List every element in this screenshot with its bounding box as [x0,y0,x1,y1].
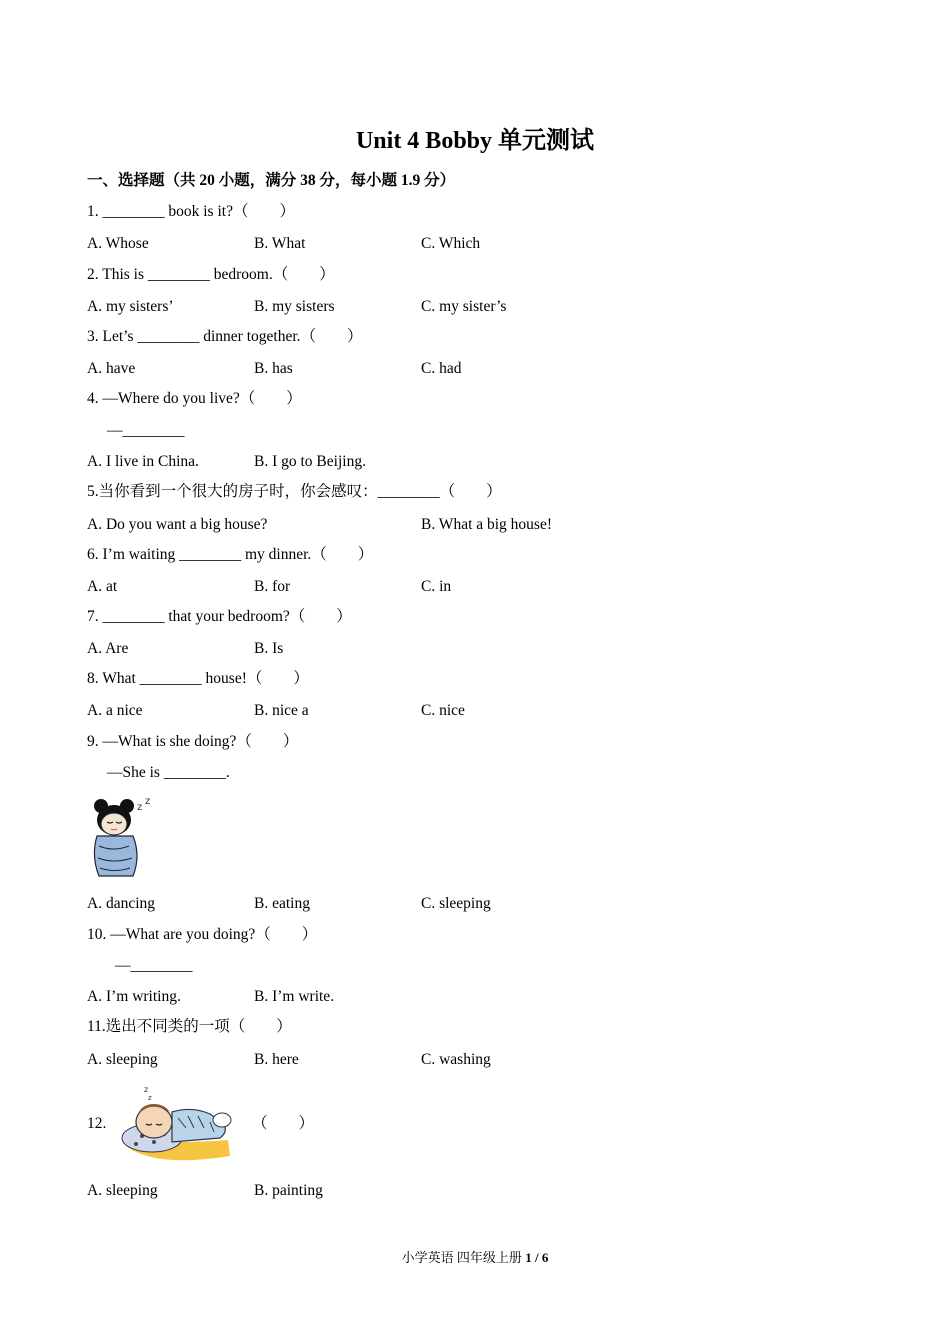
option-b[interactable]: B. What a big house! [421,516,553,533]
option-b[interactable]: B. has [254,360,293,377]
page-title: Unit 4 Bobby 单元测试 [355,128,595,154]
option-b[interactable]: B. painting [254,1182,323,1199]
answer-line: —________ [115,957,193,974]
svg-text:z: z [145,796,151,807]
page-separator: / [531,1250,542,1265]
option-c[interactable]: C. in [421,578,452,595]
svg-text:z: z [148,1094,152,1102]
option-a[interactable]: A. sleeping [87,1051,158,1068]
option-b[interactable]: B. here [254,1051,299,1068]
option-a[interactable]: A. Whose [87,235,149,252]
option-b[interactable]: B. for [254,578,291,595]
option-c[interactable]: C. had [421,360,462,377]
page-total: 6 [541,1250,549,1265]
option-a[interactable]: A. dancing [87,895,156,912]
question-stem: 10. —What are you doing?（ ） [87,926,318,943]
option-c[interactable]: C. nice [421,702,465,719]
option-b[interactable]: B. I’m write. [254,988,335,1005]
question-stem: 1. ________ book is it?（ ） [87,203,295,220]
svg-text:z: z [137,802,143,813]
option-b[interactable]: B. my sisters [254,298,335,315]
page-footer [0,1247,950,1266]
option-a[interactable]: A. have [87,360,136,377]
option-a[interactable]: A. Are [87,640,129,657]
option-a[interactable]: A. Do you want a big house? [87,516,268,533]
option-a[interactable]: A. at [87,578,118,595]
option-a[interactable]: A. sleeping [87,1182,158,1199]
page-number: 1 [525,1250,532,1265]
option-a[interactable]: A. my sisters’ [87,298,174,315]
question-stem: 12. [87,1115,107,1132]
svg-text:z: z [144,1085,149,1094]
question-stem: 8. What ________ house!（ ） [87,670,309,687]
footer-text: 小学英语 四年级上册 [401,1250,526,1265]
option-c[interactable]: C. my sister’s [421,298,507,315]
question-stem: 2. This is ________ bedroom.（ ） [87,266,335,283]
question-stem: 4. —Where do you live?（ ） [87,390,302,407]
sleeping-boy-illustration [118,1082,238,1164]
option-a[interactable]: A. I’m writing. [87,988,181,1005]
option-a[interactable]: A. I live in China. [87,453,199,470]
option-c[interactable]: C. washing [421,1051,491,1068]
option-c[interactable]: C. Which [421,235,481,252]
question-stem: 5.当你看到一个很大的房子时，你会感叹：________（ ） [87,483,502,500]
option-b[interactable]: B. Is [254,640,284,657]
option-b[interactable]: B. I go to Beijing. [254,453,366,470]
option-c[interactable]: C. sleeping [421,895,491,912]
question-stem: 7. ________ that your bedroom?（ ） [87,608,352,625]
question-stem: 11.选出不同类的一项（ ） [87,1018,292,1035]
question-stem: 6. I’m waiting ________ my dinner.（ ） [87,546,374,563]
section-heading: 一、选择题（共 20 小题，满分 38 分，每小题 1.9 分） [87,172,456,189]
option-a[interactable]: A. a nice [87,702,143,719]
answer-bracket: （ ） [252,1115,315,1132]
answer-line: —She is ________. [107,764,230,781]
question-stem: 3. Let’s ________ dinner together.（ ） [87,328,363,345]
option-b[interactable]: B. What [254,235,306,252]
option-b[interactable]: B. nice a [254,702,309,719]
option-b[interactable]: B. eating [254,895,310,912]
question-stem: 9. —What is she doing?（ ） [87,733,299,750]
answer-line: —________ [107,422,185,439]
sleeping-girl-illustration [87,796,159,880]
